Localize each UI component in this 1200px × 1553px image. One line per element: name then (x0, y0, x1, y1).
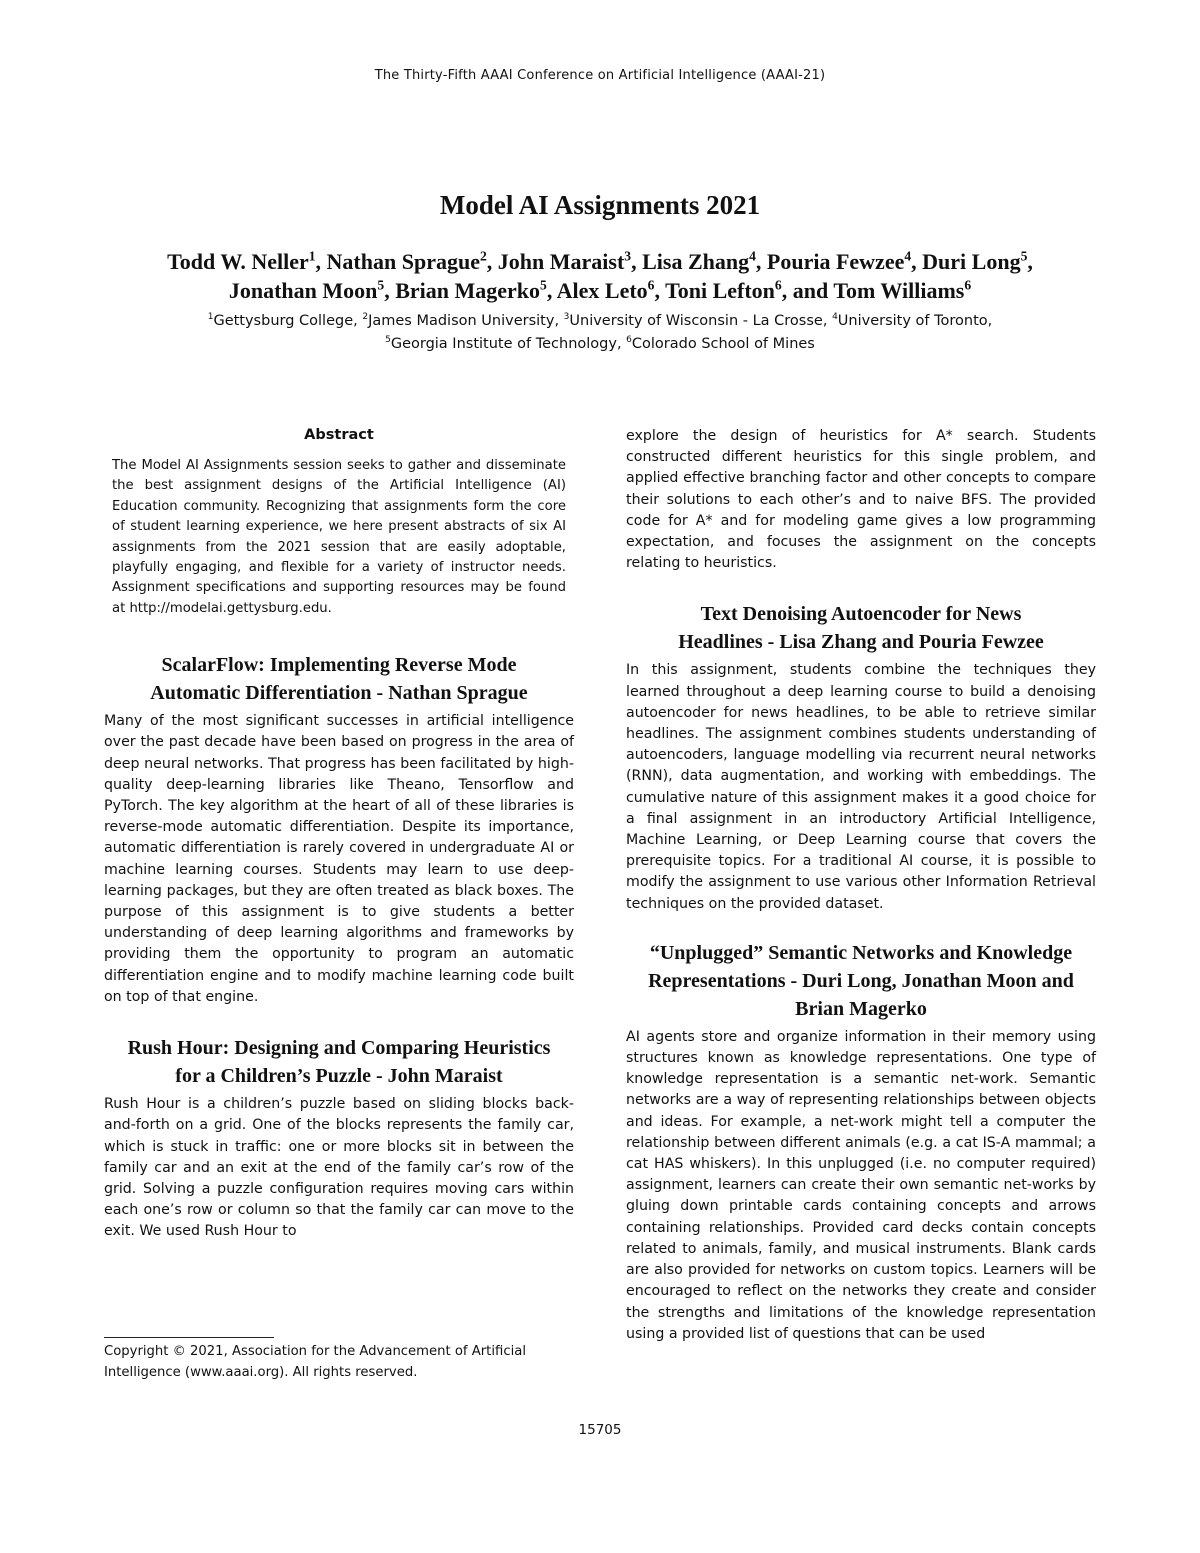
author-affiliation-mark: 5 (540, 277, 547, 293)
author-affiliation-mark: 3 (624, 248, 632, 264)
affiliation-mark: 5 (385, 335, 391, 346)
affiliation-name: University of Wisconsin - La Crosse (569, 313, 823, 329)
author-affiliation-mark: 5 (1020, 248, 1028, 264)
affiliation-mark: 3 (563, 312, 570, 323)
author-name: Lisa Zhang (642, 249, 750, 274)
affiliation-mark: 4 (832, 312, 838, 323)
author-name: Brian Magerko (395, 278, 541, 303)
abstract-text: The Model AI Assignments session seeks to gather and disseminate the best assignment designs of the Artificial Intelligence (AI) Education community. Recognizing that assignments form the core of student learning experience, we here present abstracts of six AI assignments from the 2021 session that are easily adoptable, playfully engaging, and flexible for a variety of instructor needs. Assignment specifications and supporting resources may be found at http://modelai.gettysburg.edu. (112, 458, 566, 616)
affiliation-name: James Madison University (368, 313, 555, 329)
author-affiliation-mark: 6 (964, 277, 972, 293)
section-heading-rushhour: Rush Hour: Designing and Comparing Heuristics for a Children’s Puzzle - John Maraist (127, 1037, 551, 1088)
section-heading-scalarflow: ScalarFlow: Implementing Reverse Mode Automatic Differentiation - Nathan Sprague (150, 654, 528, 705)
affiliation-mark: 1 (207, 312, 214, 323)
author-affiliation-mark: 6 (647, 277, 655, 293)
affiliation-name: Colorado School of Mines (631, 336, 815, 352)
affiliation-name: Gettysburg College (213, 313, 354, 329)
right-column (626, 426, 1096, 1345)
author-name: Jonathan Moon (228, 278, 378, 303)
section-text-scalarflow: Many of the most significant successes in artificial intelligence over the past decade have been based on progress in the area of deep neural networks. That progress has been facilitated by high-quality deep-learning libraries like Theano, Tensorflow and PyTorch. The key algorithm at the heart of all of these libraries is reverse-mode automatic differentiation. Despite its importance, automatic differentiation is rarely covered in undergraduate AI or machine learning courses. Students may learn to use deep-learning packages, but they are often treated as black boxes. The purpose of this assignment is to give students a better understanding of deep learning algorithms and frameworks by providing them the opportunity to program an automatic differentiation engine and to modify machine learning code built on top of that engine. (104, 713, 574, 1005)
affiliation-mark: 6 (626, 335, 632, 346)
footnote-divider (104, 1337, 274, 1338)
left-column (104, 424, 574, 1243)
author-affiliation-mark: 4 (749, 248, 756, 264)
author-name: Nathan Sprague (326, 249, 480, 274)
section-text-rushhour-continued: explore the design of heuristics for A* search. Students constructed different heuristics for this single problem, and applied effective branching factor and other concepts to compare their solutions to each other’s and to naive BFS. The provided code for A* and for modeling game gives a low programming expectation, and focuses the assignment on the concepts relating to heuristics. (626, 428, 1096, 572)
author-name: Pouria Fewzee (766, 249, 905, 274)
affiliation-mark: 2 (362, 312, 369, 323)
affiliation-list: $^1$Gettysburg College, $^2$James Madison University, $^3$University of Wisconsin - La Crosse, $^4$University of Toronto, $^5$Georgia Institute of Technology, $^6$Colorado School of Mines (207, 312, 993, 352)
author-name: Duri Long (922, 249, 1021, 274)
author-affiliation-mark: 4 (904, 248, 912, 264)
author-affiliation-mark: 5 (377, 277, 385, 293)
author-name: Todd W. Neller (167, 249, 309, 274)
page-number: 15705 (578, 1422, 622, 1438)
author-affiliation-mark: 1 (308, 248, 316, 264)
affiliation-name: University of Toronto (837, 313, 988, 329)
author-affiliation-mark: 2 (479, 248, 487, 264)
section-heading-denoising: Text Denoising Autoencoder for News Headlines - Lisa Zhang and Pouria Fewzee (678, 603, 1044, 654)
author-name: Toni Lefton (665, 278, 775, 303)
section-text-denoising: In this assignment, students combine the techniques they learned throughout a deep learning course to build a denoising autoencoder for news headlines, to be able to retrieve similar headlines. The assignment combines students understanding of autoencoders, language modelling via recurrent neural networks (RNN), data augmentation, and working with embeddings. The cumulative nature of this assignment makes it a good choice for a final assignment in an introductory Artificial Intelligence, Machine Learning, or Deep Learning course that covers the prerequisite topics. For a traditional AI course, it is possible to modify the assignment to use various other Information Retrieval techniques on the provided dataset. (626, 662, 1096, 912)
conference-header: The Thirty-Fifth AAAI Conference on Artificial Intelligence (AAAI-21) (374, 68, 826, 83)
author-list: Todd W. Neller$^1$, Nathan Sprague$^2$, John Maraist$^3$, Lisa Zhang$^4$, Pouria Fewzee$^4$, Duri Long$^5$, Jonathan Moon$^5$, Brian Magerko$^5$, Alex Leto$^6$, Toni Lefton$^6$, and Tom Williams$^6$ (167, 248, 1033, 303)
section-text-rushhour: Rush Hour is a children’s puzzle based on sliding blocks back-and-forth on a grid. One of the blocks represents the family car, which is stuck in traffic: one or more blocks sit in between the family car and an exit at the end of the family car’s row of the grid. Solving a puzzle configuration requires moving cars within each one’s row or column so that the family car can move to the exit. We used Rush Hour to (104, 1096, 574, 1240)
paper-title: Model AI Assignments 2021 (439, 190, 761, 220)
author-affiliation-mark: 6 (774, 277, 782, 293)
section-heading-unplugged: “Unplugged” Semantic Networks and Knowledge Representations - Duri Long, Jonathan Moon and Brian Magerko (648, 941, 1074, 1020)
affiliation-name: Georgia Institute of Technology (390, 336, 617, 352)
copyright-footnote: Copyright © 2021, Association for the Advancement of Artificial Intelligence (www.aaai.org). All rights reserved. (104, 1344, 526, 1380)
section-text-unplugged: AI agents store and organize information in their memory using structures known as knowledge representations. One type of knowledge representation is a semantic net-work. Semantic networks are a way of representing relationships between objects and ideas. For example, a net-work might tell a computer the relationship between different animals (e.g. a cat IS-A mammal; a cat HAS whiskers). In this unplugged (i.e. no computer required) assignment, learners can create their own semantic net-works by gluing down printable cards containing concepts and arrows containing relationships. Provided card decks contain concepts related to animals, family, and musical instruments. Blank cards are also provided for networks on custom topics. Learners will be encouraged to reflect on the networks they create and consider the strengths and limitations of the knowledge representation using a provided list of questions that can be used (626, 1028, 1096, 1342)
abstract-heading: Abstract (304, 427, 374, 443)
author-name: John Maraist (497, 249, 625, 274)
author-name: Alex Leto (556, 278, 648, 303)
author-name: Tom Williams (833, 278, 965, 303)
